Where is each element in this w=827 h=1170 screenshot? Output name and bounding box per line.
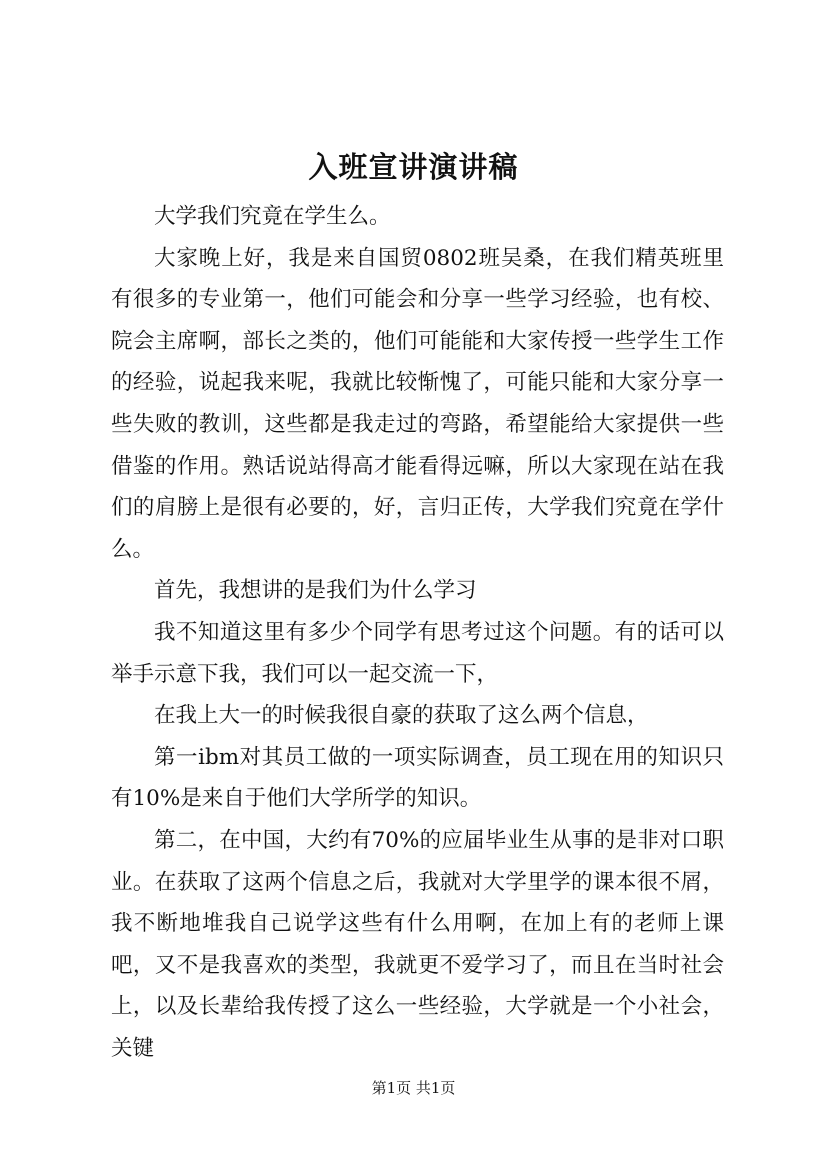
document-title: 入班宣讲演讲稿 [308, 150, 519, 184]
page-footer: 第1页 共1页 [371, 1079, 456, 1097]
paragraph: 第二，在中国，大约有70%的应届毕业生从事的是非对口职业。在获取了这两个信息之后，我就对大学里学的课本很不屑，我不断地堆我自己说学这些有什么用啊，在加上有的老师上课吧，又不是我喜欢的类型，我就更不爱学习了，而且在当时社会上，以及长辈给我传授了这么一些经验，大学就是一个小社会，关键 [111, 827, 724, 1061]
paragraph: 我不知道这里有多少个同学有思考过这个问题。有的话可以举手示意下我，我们可以一起交流一下， [111, 619, 724, 687]
paragraph: 大家晚上好，我是来自国贸0802班吴桑，在我们精英班里有很多的专业第一，他们可能会和分享一些学习经验，也有校、院会主席啊，部长之类的，他们可能能和大家传授一些学生工作的经验，说起我来呢，我就比较惭愧了，可能只能和大家分享一些失败的教训，这些都是我走过的弯路，希望能给大家提供一些借鉴的作用。熟话说站得高才能看得远嘛，所以大家现在站在我们的肩膀上是很有必要的，好，言归正传，大学我们究竟在学什么。 [111, 245, 724, 562]
paragraph: 第一ibm对其员工做的一项实际调查，员工现在用的知识只有10%是来自于他们大学所学的知识。 [111, 744, 724, 812]
paragraph: 在我上大一的时候我很自豪的获取了这么两个信息， [154, 703, 649, 729]
paragraph: 首先，我想讲的是我们为什么学习 [154, 578, 477, 604]
document-body [111, 196, 724, 1069]
paragraph: 大学我们究竟在学生么。 [154, 204, 391, 229]
